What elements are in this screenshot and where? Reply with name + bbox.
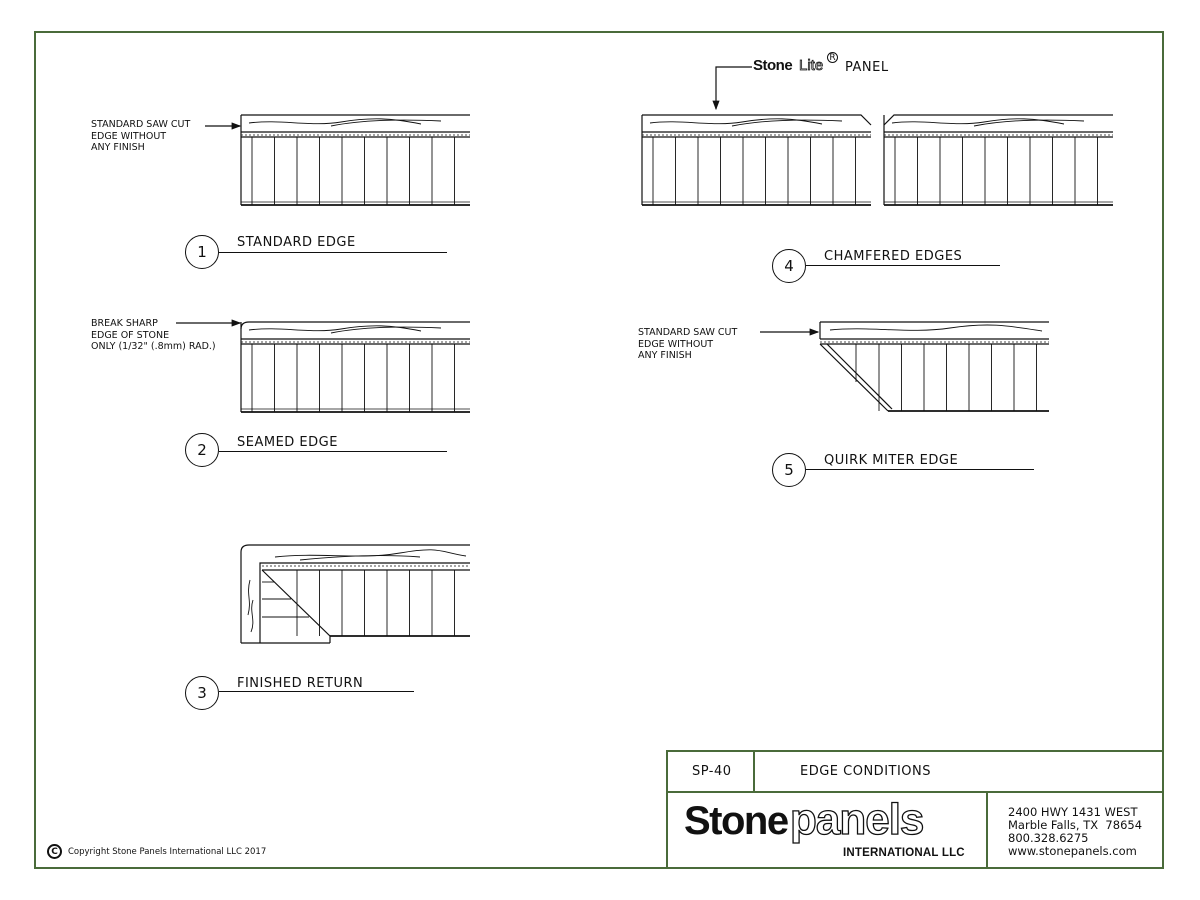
- detail-1-title: STANDARD EDGE: [237, 235, 356, 250]
- detail-5-title-line: [806, 469, 1034, 470]
- stone-vein: [300, 556, 420, 560]
- detail-1-title-line: [219, 252, 447, 253]
- detail-4-leader: [716, 67, 752, 109]
- detail-3-number: 3: [185, 676, 219, 710]
- stone-vein: [830, 325, 1042, 331]
- quirk-miter-line: [820, 344, 888, 411]
- detail-4-number: 4: [772, 249, 806, 283]
- quirk-miter-inner: [827, 344, 892, 409]
- stonelite-brand-stone: Stone: [753, 57, 793, 74]
- stone-vein: [249, 119, 421, 124]
- detail-4-title-line: [806, 265, 1000, 266]
- sheet-title: EDGE CONDITIONS: [800, 764, 932, 779]
- stone-vein: [650, 119, 822, 124]
- registered-mark-icon: R: [827, 52, 838, 63]
- detail-4-brand-suffix: PANEL: [845, 60, 889, 75]
- detail-2-note: BREAK SHARP EDGE OF STONE ONLY (1/32" (.8mm) RAD.): [91, 318, 216, 352]
- stone-vein: [892, 119, 1064, 124]
- detail-2-title-line: [219, 451, 447, 452]
- stonelite-brand-lite: Lite: [799, 57, 824, 74]
- detail-5-title: QUIRK MITER EDGE: [824, 453, 959, 468]
- detail-5-note: STANDARD SAW CUT EDGE WITHOUT ANY FINISH: [638, 327, 738, 361]
- company-address: 2400 HWY 1431 WEST Marble Falls, TX 78654 800.328.6275 www.stonepanels.com: [1008, 805, 1143, 858]
- detail-5-number: 5: [772, 453, 806, 487]
- sheet-number: SP-40: [692, 764, 732, 779]
- return-outline: [241, 545, 470, 643]
- copyright-icon: C: [47, 844, 62, 859]
- stone-vein: [249, 326, 421, 331]
- logo-international-llc: INTERNATIONAL LLC: [843, 847, 965, 859]
- detail-2-title: SEAMED EDGE: [237, 435, 338, 450]
- copyright-text: Copyright Stone Panels International LLC 2017: [68, 847, 267, 857]
- detail-4-title: CHAMFERED EDGES: [824, 249, 963, 264]
- logo-panels-word: panels: [790, 795, 924, 844]
- detail-3-title-line: [219, 691, 414, 692]
- title-block-divider: [986, 791, 989, 869]
- detail-2-number: 2: [185, 433, 219, 467]
- logo-stone-word: Stone: [684, 799, 788, 843]
- detail-3-title: FINISHED RETURN: [237, 676, 364, 691]
- return-inner: [260, 563, 470, 643]
- detail-1-note: STANDARD SAW CUT EDGE WITHOUT ANY FINISH: [91, 119, 191, 153]
- detail-1-number: 1: [185, 235, 219, 269]
- return-vein: [248, 580, 253, 632]
